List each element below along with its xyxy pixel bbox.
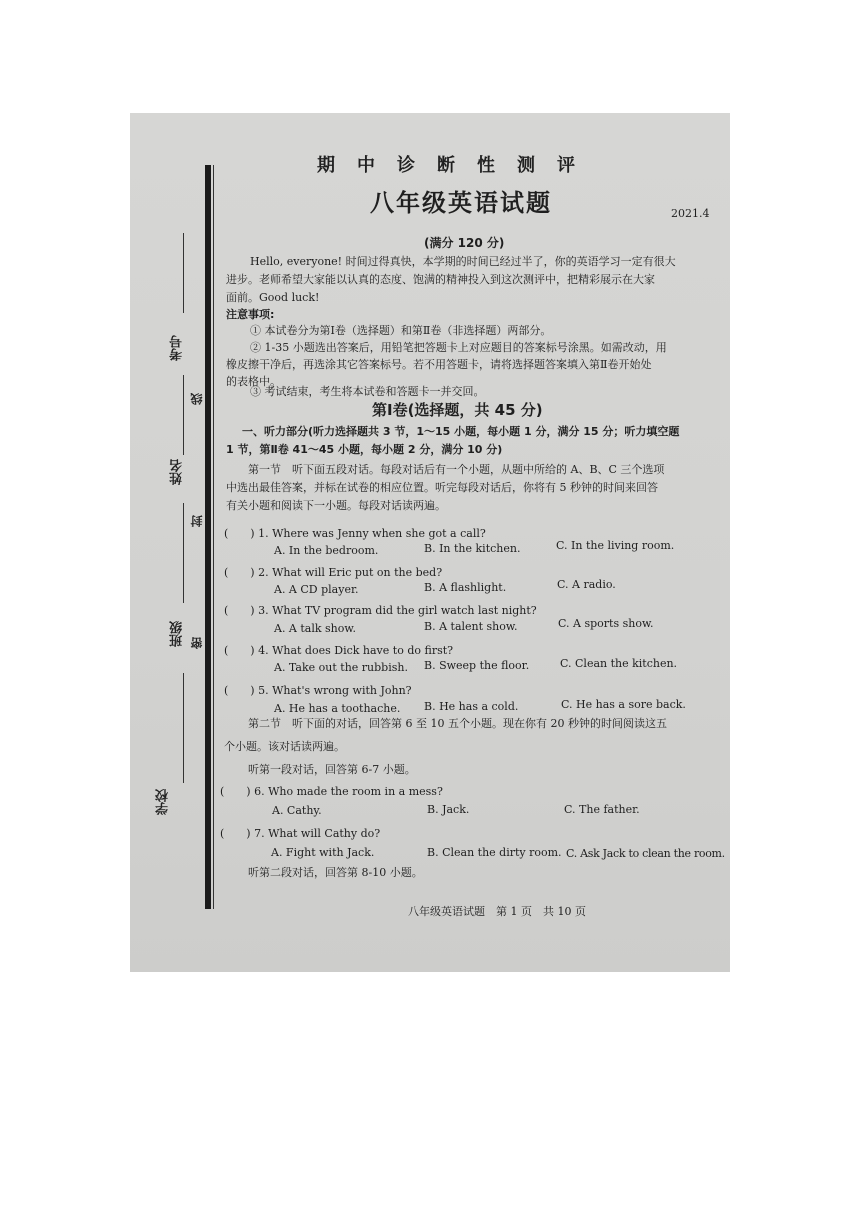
listening-part-line-2: 1 节，第Ⅱ卷 41～45 小题，每小题 2 分，满分 10 分) — [226, 443, 503, 456]
exam-no-line — [183, 233, 184, 313]
dialog-1-instruction: 听第一段对话，回答第 6-7 小题。 — [248, 763, 416, 776]
seal-feng-mark: 封 — [190, 515, 204, 527]
class-label: 班级 — [170, 621, 185, 647]
question-3: ( ) 3. What TV program did the girl watch last night? — [224, 604, 537, 617]
question-1-option-a: A. In the bedroom. — [274, 544, 379, 557]
question-5-option-a: A. He has a toothache. — [274, 702, 401, 715]
listening-part-line-1: 一、听力部分(听力选择题共 3 节，1～15 小题，每小题 1 分，满分 15 分；听力填空题 — [242, 425, 680, 438]
question-7-option-a: A. Fight with Jack. — [271, 846, 375, 859]
question-6-option-b: B. Jack. — [427, 803, 470, 816]
class-line — [183, 503, 184, 603]
exam-no-label: 考号 — [170, 335, 185, 361]
question-2-option-c: C. A radio. — [557, 578, 616, 591]
sec1-instruction-line-1: 第一节 听下面五段对话。每段对话后有一个小题，从题中所给的 A、B、C 三个选项 — [248, 463, 665, 476]
sec1-instruction-line-3: 有关小题和阅读下一小题。每段对话读两遍。 — [226, 499, 446, 512]
question-7-option-b: B. Clean the dirty room. — [427, 846, 562, 859]
seal-line-mark: 线 — [190, 393, 204, 405]
question-3-option-a: A. A talk show. — [274, 622, 356, 635]
question-6-option-a: A. Cathy. — [272, 804, 322, 817]
question-4-option-c: C. Clean the kitchen. — [560, 657, 678, 670]
notice-item-2-line-3: 的表格中。 — [226, 375, 281, 388]
intro-line-2: 进步。老师希望大家能以认真的态度、饱满的精神投入到这次测评中，把精彩展示在大家 — [226, 273, 655, 286]
school-line — [183, 673, 184, 783]
exam-title: 期中诊断性测评 — [317, 155, 597, 176]
question-3-option-b: B. A talent show. — [424, 620, 518, 633]
question-3-option-c: C. A sports show. — [558, 617, 654, 630]
question-7-option-c: C. Ask Jack to clean the room. — [566, 847, 725, 860]
question-6: ( ) 6. Who made the room in a mess? — [220, 785, 443, 798]
intro-line-3: 面前。Good luck! — [226, 291, 320, 304]
question-4-option-b: B. Sweep the floor. — [424, 659, 530, 672]
exam-date: 2021.4 — [671, 207, 710, 220]
question-2-option-b: B. A flashlight. — [424, 581, 507, 594]
exam-photo — [130, 113, 730, 972]
sec1-instruction-line-2: 中选出最佳答案，并标在试卷的相应位置。听完每段对话后，你将有 5 秒钟的时间来回答 — [226, 481, 658, 494]
exam-paper — [130, 113, 730, 972]
subject-title: 八年级英语试题 — [370, 189, 552, 217]
question-5-option-b: B. He has a cold. — [424, 700, 519, 713]
question-2: ( ) 2. What will Eric put on the bed? — [224, 566, 443, 579]
sec2-instruction-line-2: 个小题。该对话读两遍。 — [224, 740, 345, 753]
binding-bar-thick — [205, 165, 211, 909]
question-4: ( ) 4. What does Dick have to do first? — [224, 644, 454, 657]
intro-line-1: Hello, everyone! 时间过得真快，本学期的时间已经过半了，你的英语学习一定有很大 — [250, 255, 676, 268]
question-4-option-a: A. Take out the rubbish. — [274, 661, 408, 674]
page-footer: 八年级英语试题 第 1 页 共 10 页 — [408, 905, 586, 918]
seal-mi-mark: 密 — [190, 637, 204, 649]
name-line — [183, 375, 184, 455]
dialog-2-instruction: 听第二段对话，回答第 8-10 小题。 — [248, 866, 423, 879]
sec2-instruction-line-1: 第二节 听下面的对话，回答第 6 至 10 五个小题。现在你有 20 秒钟的时间阅读这五 — [248, 717, 667, 730]
school-label: 学校 — [156, 789, 171, 815]
question-1-option-c: C. In the living room. — [556, 539, 675, 552]
notice-item-2-line-1: ② 1-35 小题选出答案后，用铅笔把答题卡上对应题目的答案标号涂黑。如需改动，用 — [250, 341, 667, 354]
question-2-option-a: A. A CD player. — [274, 583, 359, 596]
name-label: 姓名 — [170, 459, 185, 485]
question-5-option-c: C. He has a sore back. — [561, 698, 686, 711]
binding-bar-thin — [213, 165, 214, 909]
notice-item-1: ① 本试卷分为第Ⅰ卷（选择题）和第Ⅱ卷（非选择题）两部分。 — [250, 324, 552, 337]
full-score: (满分 120 分) — [424, 236, 505, 250]
question-1-option-b: B. In the kitchen. — [424, 542, 521, 555]
question-7: ( ) 7. What will Cathy do? — [220, 827, 381, 840]
question-5: ( ) 5. What's wrong with John? — [224, 684, 412, 697]
question-1: ( ) 1. Where was Jenny when she got a call? — [224, 527, 486, 540]
section-1-heading: 第Ⅰ卷(选择题，共 45 分) — [372, 401, 543, 419]
question-6-option-c: C. The father. — [564, 803, 640, 816]
notice-item-2-line-2: 橡皮擦干净后，再选涂其它答案标号。若不用答题卡，请将选择题答案填入第Ⅱ卷开始处 — [226, 358, 652, 371]
notice-item-3: ③ 考试结束，考生将本试卷和答题卡一并交回。 — [250, 385, 485, 398]
notice-label: 注意事项: — [226, 308, 275, 321]
